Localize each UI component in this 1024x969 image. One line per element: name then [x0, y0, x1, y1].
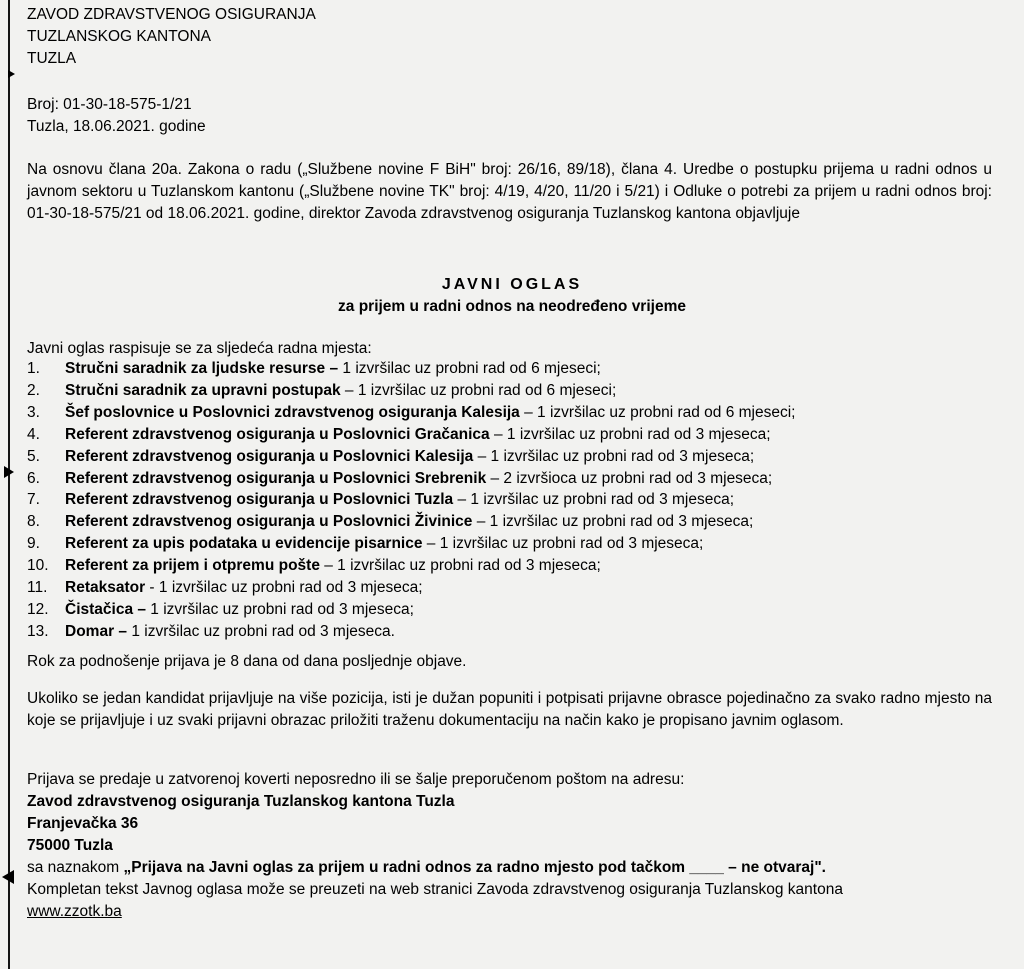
position-number: 10. [27, 557, 49, 575]
position-detail: 1 izvršilac uz probni rad od 6 mjeseci; [338, 360, 601, 377]
position-number: 7. [27, 491, 40, 509]
position-item [27, 424, 796, 446]
position-number: 3. [27, 403, 40, 421]
position-number: 1. [27, 360, 40, 377]
envelope-mark-prefix: sa naznakom [27, 859, 124, 876]
position-title: Referent zdravstvenog osiguranja u Poslovnici Kalesija [65, 447, 474, 465]
position-title: Referent za prijem i otpremu pošte [65, 557, 320, 575]
header-line-1: ZAVOD ZDRAVSTVENOG OSIGURANJA [27, 6, 316, 23]
position-item [27, 511, 796, 533]
document-reference [27, 94, 206, 138]
position-detail: – 1 izvršilac uz probni rad od 3 mjeseca; [422, 535, 704, 553]
position-number: 11. [27, 579, 48, 597]
position-title: Domar – [65, 622, 128, 640]
position-title: Stručni saradnik za upravni postupak [65, 381, 341, 399]
position-number: 4. [27, 425, 40, 443]
website-link[interactable]: www.zzotk.ba [27, 903, 122, 920]
scan-artifact-mark [2, 870, 14, 884]
position-title: Referent zdravstvenog osiguranja u Poslovnici Gračanica [65, 425, 490, 443]
scan-artifact-mark [8, 70, 15, 78]
position-item [27, 446, 796, 468]
positions-lead: Javni oglas raspisuje se za sljedeća radna mjesta: [27, 340, 372, 357]
positions-list [27, 358, 796, 643]
position-detail: – 1 izvršilac uz probni rad od 3 mjeseca; [489, 425, 771, 443]
position-number: 6. [27, 469, 40, 487]
scan-border-line [8, 0, 10, 969]
position-title: Referent za upis podataka u evidencije pisarnice [65, 535, 423, 553]
position-detail: - 1 izvršilac uz probni rad od 3 mjeseca; [145, 579, 423, 597]
position-number: 13. [27, 622, 49, 640]
position-item [27, 621, 796, 643]
full-text-line: Kompletan tekst Javnog oglasa može se preuzeti na web stranici Zavoda zdravstvenog osiguranja Tuzlanskog kantona [27, 881, 843, 898]
multiple-positions-paragraph: Ukoliko se jedan kandidat prijavljuje na više pozicija, isti je dužan popuniti i potpisati prijavne obrasce pojedinačno za svako radno mjesto na koje se prijavljuje i uz svaki prijavni obrazac priložiti traženu dokumentaciju na način kako je propisano javnim oglasom. [27, 690, 992, 729]
position-number: 12. [27, 600, 49, 618]
address-line-1: Zavod zdravstvenog osiguranja Tuzlanskog kantona Tuzla [27, 793, 455, 810]
address-line-2: Franjevačka 36 [27, 815, 139, 832]
position-detail: – 1 izvršilac uz probni rad od 3 mjeseca; [319, 557, 601, 575]
position-detail: – 1 izvršilac uz probni rad od 6 mjeseci; [340, 381, 617, 399]
position-item [27, 358, 796, 380]
position-title: Šef poslovnice u Poslovnici zdravstvenog osiguranja Kalesija [65, 403, 520, 421]
scan-artifact-mark [4, 466, 14, 478]
position-detail: 1 izvršilac uz probni rad od 3 mjeseca. [127, 622, 395, 640]
envelope-mark-line [27, 857, 992, 879]
position-detail: – 1 izvršilac uz probni rad od 3 mjeseca; [473, 447, 755, 465]
position-number: 2. [27, 381, 40, 399]
position-item [27, 402, 796, 424]
position-detail: – 1 izvršilac uz probni rad od 6 mjeseci; [519, 403, 796, 421]
deadline-paragraph: Rok za podnošenje prijava je 8 dana od dana posljednje objave. [27, 653, 467, 670]
position-title: Čistačica – [65, 600, 146, 618]
position-item [27, 599, 796, 621]
position-item [27, 489, 796, 511]
submission-section [27, 769, 992, 923]
position-title: Referent zdravstvenog osiguranja u Poslovnici Srebrenik [65, 469, 487, 487]
position-item [27, 577, 796, 599]
position-detail: – 1 izvršilac uz probni rad od 3 mjeseca; [453, 491, 735, 509]
position-item [27, 555, 796, 577]
submission-line: Prijava se predaje u zatvorenoj koverti neposredno ili se šalje preporučenom poštom na adresu: [27, 771, 685, 788]
position-item [27, 380, 796, 402]
position-detail: – 1 izvršilac uz probni rad od 3 mjeseca; [472, 513, 754, 531]
position-title: Stručni saradnik za ljudske resurse – [65, 360, 339, 377]
position-detail: 1 izvršilac uz probni rad od 3 mjeseca; [146, 600, 414, 618]
position-title: Referent zdravstvenog osiguranja u Poslovnici Tuzla [65, 491, 454, 509]
position-title: Referent zdravstvenog osiguranja u Poslovnici Živinice [65, 513, 473, 531]
address-line-3: 75000 Tuzla [27, 837, 113, 854]
document-title: JAVNI OGLAS [441, 276, 583, 293]
position-number: 5. [27, 447, 40, 465]
intro-paragraph: Na osnovu člana 20a. Zakona o radu („Službene novine F BiH" broj: 26/16, 89/18), člana 4. Uredbe o postupku prijema u radni odnos u javnom sektoru u Tuzlanskom kantonu („Službene novine TK" broj: 4/19, 4/20, 11/20 i 5/21) i Odluke o potrebi za prijem u radni odnos broj: 01-30-18-575/21 od 18.06.2021. godine, direktor Zavoda zdravstvenog osiguranja Tuzlanskog kantona objavljuje [27, 161, 992, 222]
header-line-3: TUZLA [27, 50, 77, 67]
position-item [27, 533, 796, 555]
envelope-mark-text: „Prijava na Javni oglas za prijem u radni odnos za radno mjesto pod tačkom ____ – ne otvaraj". [123, 859, 826, 876]
reference-date: Tuzla, 18.06.2021. godine [27, 118, 206, 135]
institution-header [27, 4, 316, 70]
position-number: 8. [27, 513, 40, 531]
position-number: 9. [27, 535, 40, 553]
position-item [27, 468, 796, 490]
document-subtitle: za prijem u radni odnos na neodređeno vrijeme [338, 298, 686, 315]
position-detail: – 2 izvršioca uz probni rad od 3 mjeseca; [486, 469, 773, 487]
reference-number: Broj: 01-30-18-575-1/21 [27, 96, 192, 113]
position-title: Retaksator [65, 579, 146, 597]
header-line-2: TUZLANSKOG KANTONA [27, 28, 212, 45]
